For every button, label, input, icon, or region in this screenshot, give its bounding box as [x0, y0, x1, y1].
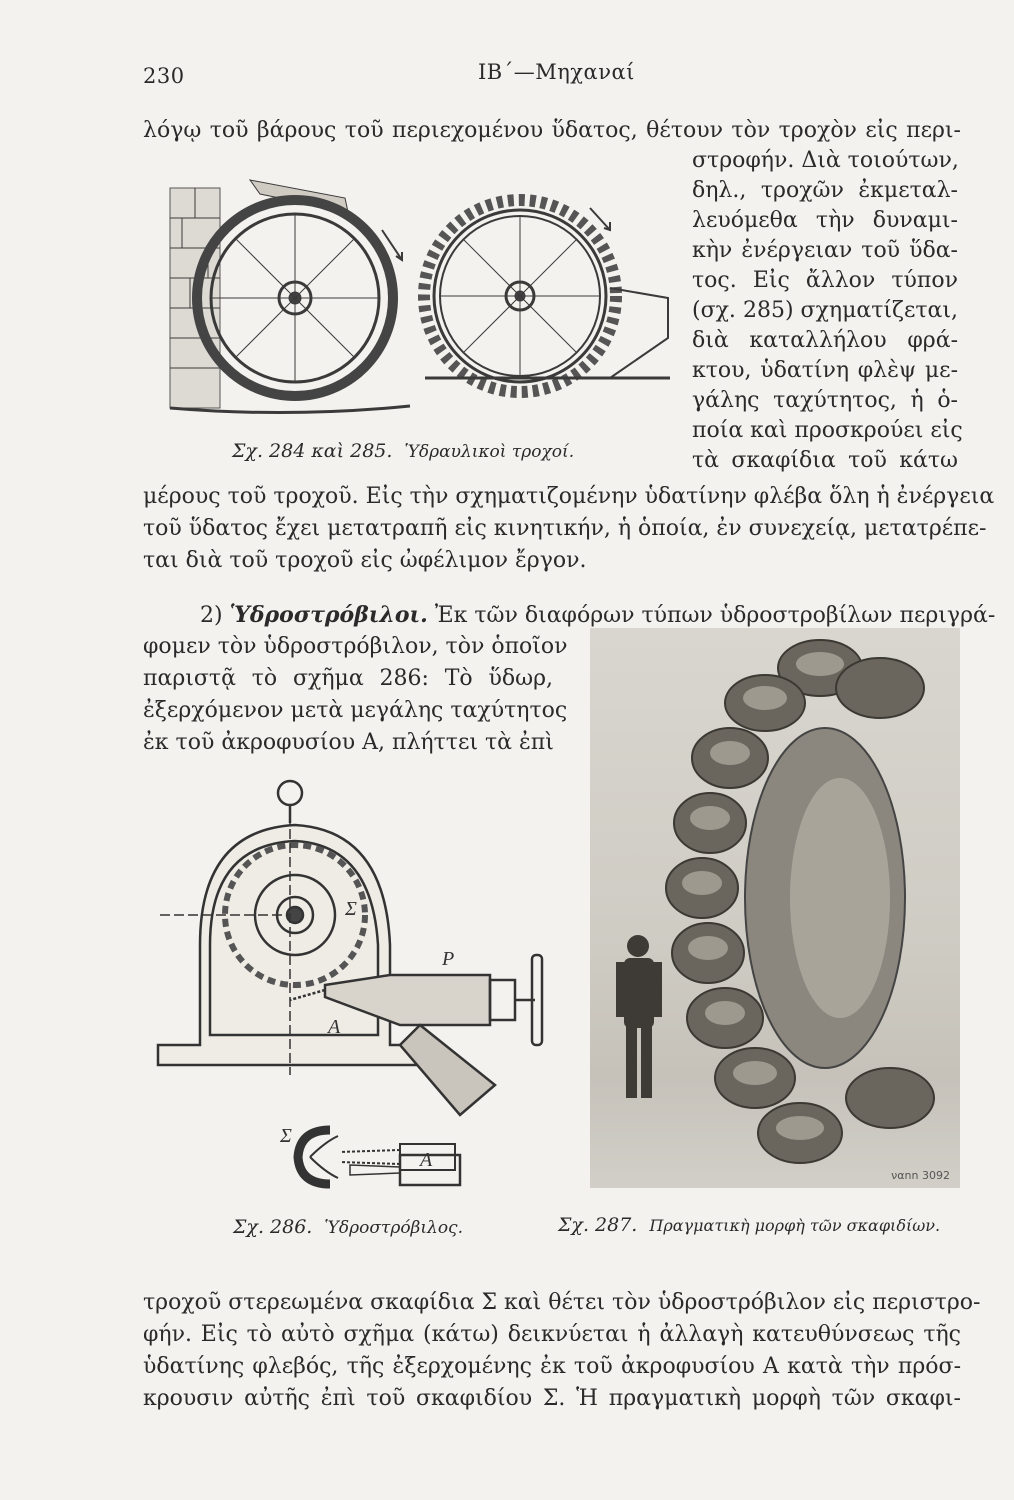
pelton-turbine-diagram	[150, 775, 570, 1175]
text-line: τροχοῦ στερεωμένα σκαφίδια Σ καὶ θέτει τὸν ὑδροστρόβιλον εἰς περιστρο-	[143, 1290, 981, 1315]
text-line: ὑδατίνης φλεβός, τῆς ἐξερχομένης ἐκ τοῦ ἀκροφυσίου Α κατὰ τὴν πρόσ-	[143, 1354, 961, 1379]
caption-text: Πραγματικὴ μορφὴ τῶν σκαφιδίων.	[649, 1216, 941, 1235]
text-line: ται διὰ τοῦ τροχοῦ εἰς ὠφέλιμον ἔργον.	[143, 548, 587, 573]
text-line: δηλ., τροχῶν ἐκμεταλ-	[692, 178, 958, 203]
detail-sigma: Σ	[280, 1125, 292, 1147]
text-line: κτου, ὑδατίνη φλὲψ με-	[692, 358, 958, 383]
section-first-line: Ἐκ τῶν διαφόρων τύπων ὑδροστροβίλων περιγρά-	[434, 603, 996, 628]
text-line: λόγῳ τοῦ βάρους τοῦ περιεχομένου ὕδατος, θέτουν τὸν τροχὸν εἰς περι-	[143, 118, 961, 143]
text-line: μέρους τοῦ τροχοῦ. Εἰς τὴν σχηματιζομένην ὑδατίνην φλέβα ὅλη ἡ ἐνέργεια	[143, 484, 995, 509]
caption-label: Σχ. 286.	[233, 1216, 313, 1238]
detail-a: A	[420, 1149, 433, 1171]
running-title: IB΄—Μηχαναί	[478, 60, 635, 84]
pelton-wheel-photo	[590, 628, 960, 1188]
text-line: ποία καὶ προσκρούει εἰς	[692, 418, 963, 443]
label-a: A	[328, 1016, 341, 1038]
page-number: 230	[143, 64, 185, 88]
undershot-water-wheel	[424, 200, 670, 392]
overshot-water-wheel	[170, 180, 410, 413]
text-line: λευόμεθα τὴν δυναμι-	[692, 208, 958, 233]
figure-287-caption	[558, 1214, 940, 1236]
text-line: κρουσιν αὐτῆς ἐπὶ τοῦ σκαφιδίου Σ. Ἡ πραγματικὴ μορφὴ τῶν σκαφι-	[143, 1386, 961, 1411]
text-line: γάλης ταχύτητος, ἡ ὁ-	[692, 388, 958, 413]
text-line: φομεν τὸν ὑδροστρόβιλον, τὸν ὁποῖον	[143, 634, 568, 659]
section-heading: Ὑδροστρόβιλοι.	[229, 602, 428, 628]
text-line: διὰ καταλλήλου φρά-	[692, 328, 958, 353]
caption-text: Ὑδροστρόβιλος.	[324, 1218, 463, 1238]
caption-label: Σχ. 287.	[558, 1214, 638, 1236]
water-wheels-figure	[170, 168, 670, 428]
text-line: (σχ. 285) σχηματίζεται,	[692, 298, 958, 323]
photo-illustration	[590, 628, 960, 1188]
text-line: στροφήν. Διὰ τοιούτων,	[692, 148, 959, 173]
text-line: παριστᾷ τὸ σχῆμα 286: Τὸ ὕδωρ,	[143, 666, 553, 691]
person-figure	[616, 935, 662, 1098]
text-line: τὰ σκαφίδια τοῦ κάτω	[692, 448, 958, 473]
text-line: τος. Εἰς ἄλλον τύπον	[692, 268, 958, 293]
label-sigma: Σ	[345, 898, 357, 920]
caption-label: Σχ. 284 καὶ 285.	[232, 440, 393, 462]
figure-284-285-caption	[232, 440, 574, 462]
label-p: P	[442, 948, 455, 970]
text-line: φήν. Εἰς τὸ αὐτὸ σχῆμα (κάτω) δεικνύεται ἡ ἀλλαγὴ κατευθύνσεως τῆς	[143, 1322, 961, 1347]
text-line: ἐξερχόμενον μετὰ μεγάλης ταχύτητος	[143, 698, 568, 723]
section-number: 2)	[200, 603, 223, 628]
jet-deflection-detail	[280, 1122, 460, 1192]
caption-text: Ὑδραυλικοὶ τροχοί.	[404, 442, 575, 462]
photo-credit: ναnn 3092	[891, 1169, 950, 1182]
text-line: ἐκ τοῦ ἀκροφυσίου Α, πλήττει τὰ ἐπὶ	[143, 730, 554, 755]
figure-286-caption	[233, 1216, 463, 1238]
section-heading-line	[200, 600, 996, 631]
text-line: τοῦ ὕδατος ἔχει μετατραπῆ εἰς κινητικήν, ἡ ὁποία, ἐν συνεχείᾳ, μετατρέπε-	[143, 516, 987, 541]
text-line: κὴν ἐνέργειαν τοῦ ὕδα-	[692, 238, 958, 263]
